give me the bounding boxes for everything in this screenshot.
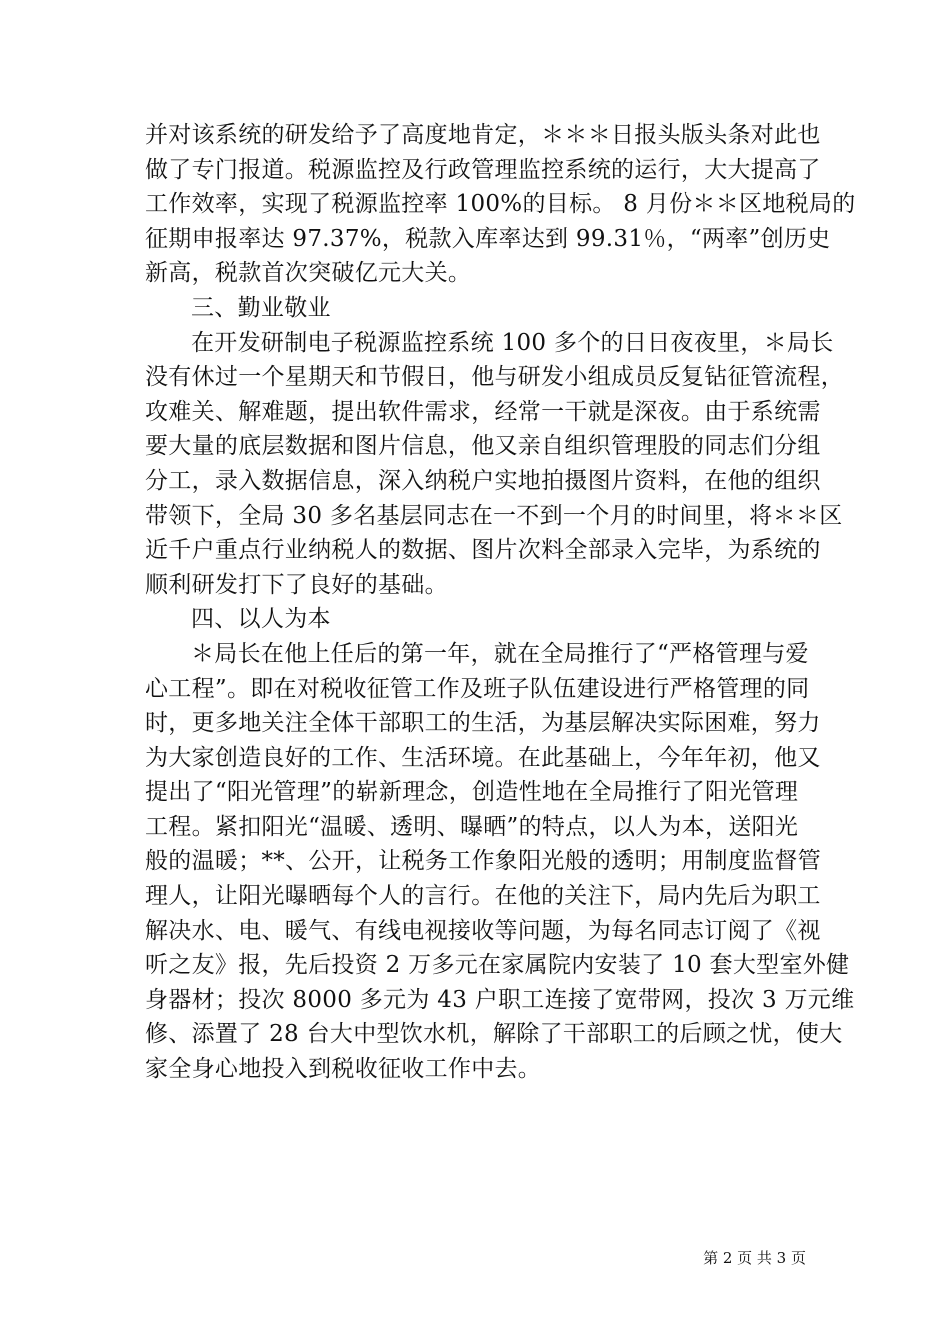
text-line: 解决水、电、暖气、有线电视接收等问题，为每名同志订阅了《视 <box>145 917 821 944</box>
section-heading-4: 四、以人为本 <box>191 606 331 633</box>
text-line: 在开发研制电子税源监控系统 100 多个的日日夜夜里，＊局长 <box>191 329 834 356</box>
text-line: 工程。紧扣阳光“温暖、透明、曝晒”的特点，以人为本，送阳光 <box>145 813 799 840</box>
text-line: 听之友》报，先后投资 2 万多元在家属院内安装了 10 套大型室外健 <box>145 952 850 979</box>
text-line: 提出了“阳光管理”的崭新理念，创造性地在全局推行了阳光管理 <box>145 779 799 806</box>
document-body <box>145 118 856 1087</box>
text-line: 新高，税款首次突破亿元大关。 <box>145 260 472 287</box>
page-number: 第 2 页 共 3 页 <box>703 1249 806 1267</box>
section-heading-3: 三、勤业敬业 <box>191 294 331 321</box>
text-line: 为大家创造良好的工作、生活环境。在此基础上，今年年初，他又 <box>145 744 821 771</box>
text-line: 时，更多地关注全体干部职工的生活，为基层解决实际困难，努力 <box>145 710 821 737</box>
text-line: 家全身心地投入到税收征收工作中去。 <box>145 1056 542 1083</box>
text-line: 心工程”。即在对税收征管工作及班子队伍建设进行严格管理的同 <box>145 675 810 702</box>
text-line: ＊局长在他上任后的第一年，就在全局推行了“严格管理与爱 <box>191 640 809 667</box>
text-line: 分工，录入数据信息，深入纳税户实地拍摄图片资料，在他的组织 <box>145 467 821 494</box>
text-line: 攻难关、解难题，提出软件需求，经常一干就是深夜。由于系统需 <box>145 398 821 425</box>
text-line: 近千户重点行业纳税人的数据、图片次料全部录入完毕，为系统的 <box>145 537 821 564</box>
text-line: 理人，让阳光曝晒每个人的言行。在他的关注下，局内先后为职工 <box>145 883 821 910</box>
text-line: 修、添置了 28 台大中型饮水机，解除了干部职工的后顾之忧，使大 <box>145 1021 843 1048</box>
text-line: 并对该系统的研发给予了高度地肯定，＊＊＊日报头版头条对此也 <box>145 122 821 148</box>
text-line: 工作效率，实现了税源监控率 100%的目标。 8 月份＊＊区地税局的 <box>145 191 856 218</box>
text-line: 顺利研发打下了良好的基础。 <box>145 571 448 598</box>
text-line: 要大量的底层数据和图片信息，他又亲自组织管理股的同志们分组 <box>145 433 821 460</box>
text-line: 带领下，全局 30 多名基层同志在一不到一个月的时间里，将＊＊区 <box>145 502 843 529</box>
text-line: 征期申报率达 97.37%，税款入库率达到 99.31％，“两率”创历史 <box>145 225 831 252</box>
text-line: 般的温暖；**、公开，让税务工作象阳光般的透明；用制度监督管 <box>145 848 821 875</box>
text-line: 做了专门报道。税源监控及行政管理监控系统的运行，大大提高了 <box>145 156 821 183</box>
text-line: 没有休过一个星期天和节假日，他与研发小组成员反复钻征管流程， <box>145 364 844 391</box>
text-line: 身器材；投次 8000 多元为 43 户职工连接了宽带网，投次 3 万元维 <box>145 986 855 1013</box>
